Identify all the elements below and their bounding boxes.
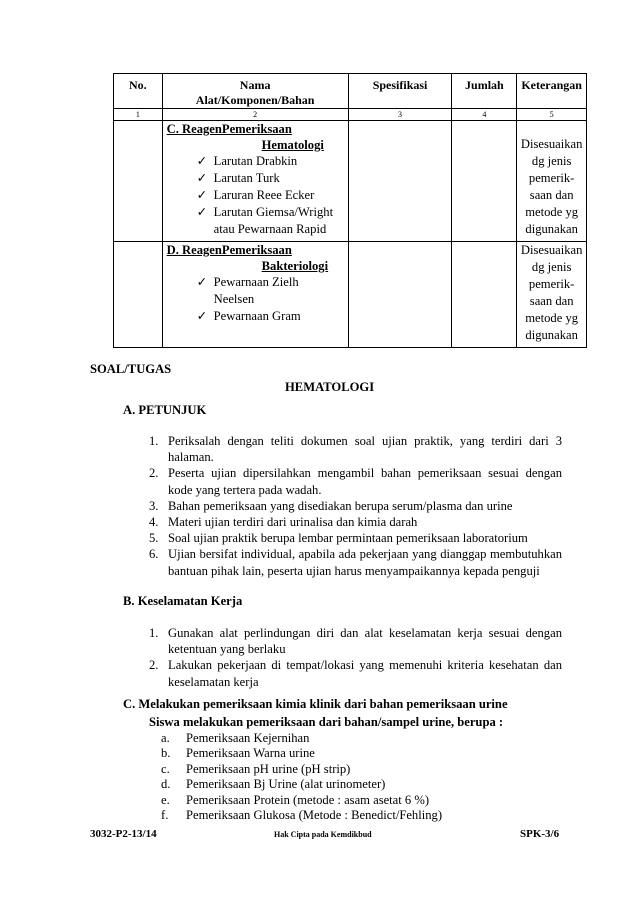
- hematologi-title: HEMATOLOGI: [285, 380, 375, 394]
- cell-nama: [162, 242, 348, 348]
- item-text: Pemeriksaan Warna urine: [186, 746, 315, 761]
- list-item: [161, 746, 561, 761]
- list-item: [161, 731, 561, 746]
- footer-page: SPK-3/6: [520, 828, 560, 840]
- cell-keterangan: [517, 121, 587, 242]
- list-item: [197, 187, 344, 204]
- section-a-title: A. PETUNJUK: [123, 403, 207, 417]
- checkmark-icon: ✓: [196, 188, 208, 203]
- section-title: C. ReagenPemeriksaan: [166, 122, 292, 136]
- list-item: [197, 153, 344, 170]
- item-number: 6.: [149, 547, 159, 562]
- col-number: 1: [114, 109, 163, 121]
- footer-copyright: Hak Cipta pada Kemdikbud: [274, 830, 372, 839]
- item-text: Pemeriksaan Protein (metode : asam asetat 6 %): [186, 792, 430, 807]
- section-title: D. ReagenPemeriksaan: [166, 243, 292, 257]
- list-item: [149, 465, 562, 497]
- checkmark-icon: ✓: [196, 205, 208, 220]
- item-label: Laruran Reee Ecker: [213, 188, 315, 203]
- item-letter: a.: [161, 731, 170, 745]
- list-item: [197, 308, 344, 325]
- list-item: [149, 433, 562, 465]
- checkmark-icon: ✓: [196, 275, 208, 290]
- item-text: Ujian bersifat individual, apabila ada pekerjaan yang dianggap membutuhkan bantuan pihak lain, peserta ujian harus menyampaikannya kepada penguji: [168, 547, 562, 578]
- list-item: [161, 777, 561, 792]
- header-jumlah: Jumlah: [452, 74, 517, 109]
- table-row: [114, 242, 587, 348]
- item-letter: b.: [161, 746, 171, 761]
- item-text: Gunakan alat perlindungan diri dan alat keselamatan kerja sesuai dengan ketentuan yang berlaku: [168, 626, 562, 657]
- item-number: 1.: [149, 434, 159, 448]
- cell-jumlah: [452, 242, 517, 348]
- section-c-list: [161, 731, 561, 823]
- cell-keterangan: [517, 242, 587, 348]
- section-c-subtitle: Siswa melakukan pemeriksaan dari bahan/sampel urine, berupa :: [149, 715, 504, 729]
- table-number-row: [114, 109, 587, 121]
- item-number: 4.: [149, 515, 159, 530]
- item-letter: d.: [161, 777, 171, 792]
- section-subtitle: Bakteriologi: [261, 258, 329, 273]
- section-subtitle: Hematologi: [261, 137, 324, 152]
- cell-nama: [162, 121, 348, 242]
- cell-no: [114, 242, 163, 348]
- list-item: [149, 514, 562, 530]
- soal-title: SOAL/TUGAS: [90, 362, 172, 376]
- item-label: Pewarnaan Zielh Neelsen: [213, 275, 299, 307]
- cell-jumlah: [452, 121, 517, 242]
- cell-no: [114, 121, 163, 242]
- cell-spesifikasi: [348, 242, 452, 348]
- item-label: Larutan Drabkin: [213, 154, 298, 169]
- item-text: Peserta ujian dipersilahkan mengambil bahan pemeriksaan sesuai dengan kode yang tertera pada wadah.: [168, 466, 562, 497]
- checkmark-icon: ✓: [196, 309, 208, 324]
- item-label: Larutan Giemsa/Wright atau Pewarnaan Rapid: [213, 205, 334, 237]
- list-item: [149, 546, 562, 578]
- item-text: Pemeriksaan Kejernihan: [186, 731, 310, 745]
- list-item: [161, 808, 561, 823]
- cell-spesifikasi: [348, 121, 452, 242]
- item-number: 2.: [149, 466, 159, 481]
- item-text: Lakukan pekerjaan di tempat/lokasi yang memenuhi kriteria kesehatan dan keselamatan kerja: [168, 658, 562, 689]
- keterangan-text: Disesuaikan dg jenis pemerik- saan dan metode yg digunakan: [520, 137, 583, 236]
- footer-code: 3032-P2-13/14: [90, 828, 157, 840]
- list-item: [161, 793, 561, 808]
- col-number: 3: [348, 109, 452, 121]
- checkmark-icon: ✓: [196, 154, 208, 169]
- item-text: Periksalah dengan teliti dokumen soal ujian praktik, yang terdiri dari 3 halaman.: [168, 434, 562, 465]
- section-c-title: C. Melakukan pemeriksaan kimia klinik dari bahan pemeriksaan urine: [123, 697, 508, 711]
- col-number: 5: [517, 109, 587, 121]
- list-item: [197, 204, 344, 238]
- item-number: 3.: [149, 498, 159, 513]
- item-letter: e.: [161, 792, 170, 807]
- header-keterangan: Keterangan: [517, 74, 587, 109]
- col-number: 2: [162, 109, 348, 121]
- col-number: 4: [452, 109, 517, 121]
- item-number: 5.: [149, 531, 159, 546]
- list-item: [161, 762, 561, 777]
- section-b-title: B. Keselamatan Kerja: [123, 594, 243, 608]
- list-item: [149, 657, 562, 689]
- item-number: 1.: [149, 626, 159, 640]
- item-text: Materi ujian terdiri dari urinalisa dan kimia darah: [168, 515, 418, 530]
- list-item: [197, 170, 344, 187]
- list-item: [197, 274, 344, 308]
- item-text: Pemeriksaan pH urine (pH strip): [186, 761, 351, 776]
- table-header-row: [114, 74, 587, 109]
- list-item: [149, 625, 562, 657]
- checkmark-icon: ✓: [196, 171, 208, 186]
- list-item: [149, 498, 562, 514]
- section-a-list: [149, 433, 562, 579]
- item-number: 2.: [149, 658, 159, 673]
- item-text: Pemeriksaan Bj Urine (alat urinometer): [186, 777, 386, 792]
- item-letter: c.: [161, 761, 170, 776]
- table-row: [114, 121, 587, 242]
- keterangan-text: Disesuaikan dg jenis pemerik- saan dan metode yg digunakan: [520, 243, 583, 342]
- item-label: Pewarnaan Gram: [213, 309, 301, 324]
- section-b-list: [149, 625, 562, 690]
- equipment-table: [113, 73, 587, 348]
- item-text: Bahan pemeriksaan yang disediakan berupa serum/plasma dan urine: [168, 498, 513, 513]
- item-text: Pemeriksaan Glukosa (Metode : Benedict/Fehling): [186, 808, 443, 823]
- header-no: No.: [114, 74, 163, 109]
- item-label: Larutan Turk: [213, 171, 280, 186]
- header-nama: Nama Alat/Komponen/Bahan: [162, 74, 348, 109]
- item-letter: f.: [161, 808, 169, 823]
- header-spesifikasi: Spesifikasi: [348, 74, 452, 109]
- item-text: Soal ujian praktik berupa lembar permintaan pemeriksaan laboratorium: [168, 531, 528, 546]
- list-item: [149, 530, 562, 546]
